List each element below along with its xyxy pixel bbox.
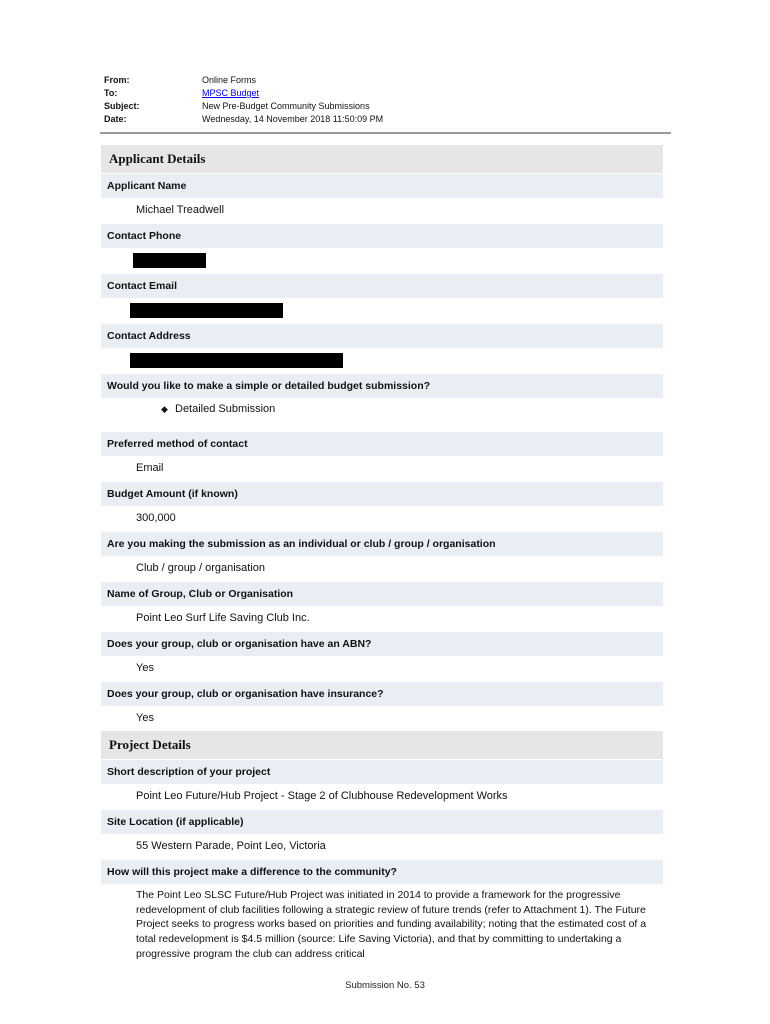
answer-submission-type: [101, 398, 663, 431]
subject-label: Subject:: [104, 101, 140, 111]
answer-contact-address: [101, 348, 663, 373]
question-abn: Does your group, club or organisation have an ABN?: [101, 631, 663, 656]
answer-abn: Yes: [101, 656, 663, 681]
page-footer: Submission No. 53: [345, 980, 425, 991]
from-row: [104, 74, 383, 87]
answer-individual-or-group: Club / group / organisation: [101, 556, 663, 581]
date-row: [104, 113, 383, 126]
question-applicant-name: Applicant Name: [101, 173, 663, 198]
submission-form: [101, 145, 663, 964]
answer-applicant-name: Michael Treadwell: [101, 198, 663, 223]
question-contact-phone: Contact Phone: [101, 223, 663, 248]
answer-budget-amount: 300,000: [101, 506, 663, 531]
answer-contact-email: [101, 298, 663, 323]
to-link[interactable]: MPSC Budget: [202, 88, 260, 98]
section-applicant-details: Applicant Details: [101, 145, 663, 173]
question-budget-amount: Budget Amount (if known): [101, 481, 663, 506]
submission-type-value: Detailed Submission: [175, 403, 276, 415]
from-value: Online Forms: [202, 75, 257, 85]
section-project-details: Project Details: [101, 731, 663, 759]
email-header: [104, 74, 383, 126]
header-divider: [100, 132, 671, 134]
answer-contact-method: Email: [101, 456, 663, 481]
subject-value: New Pre-Budget Community Submissions: [202, 101, 370, 111]
bullet-icon: ◆: [161, 404, 168, 414]
subject-row: [104, 100, 383, 113]
question-project-description: Short description of your project: [101, 759, 663, 784]
question-group-name: Name of Group, Club or Organisation: [101, 581, 663, 606]
date-label: Date:: [104, 114, 127, 124]
question-community-difference: How will this project make a difference to the community?: [101, 859, 663, 884]
question-contact-method: Preferred method of contact: [101, 431, 663, 456]
to-row: [104, 87, 383, 100]
redacted-phone: [133, 253, 206, 268]
answer-project-description: Point Leo Future/Hub Project - Stage 2 of Clubhouse Redevelopment Works: [101, 784, 663, 809]
question-insurance: Does your group, club or organisation have insurance?: [101, 681, 663, 706]
redacted-email: [130, 303, 283, 318]
answer-insurance: Yes: [101, 706, 663, 731]
question-individual-or-group: Are you making the submission as an individual or club / group / organisation: [101, 531, 663, 556]
from-label: From:: [104, 75, 130, 85]
answer-site-location: 55 Western Parade, Point Leo, Victoria: [101, 834, 663, 859]
date-value: Wednesday, 14 November 2018 11:50:09 PM: [202, 114, 384, 124]
to-label: To:: [104, 88, 118, 98]
question-contact-email: Contact Email: [101, 273, 663, 298]
answer-community-difference: The Point Leo SLSC Future/Hub Project was initiated in 2014 to provide a framework for the progressive redevelopment of club facilities following a strategic review of future trends (refer to Attachment 1). The Future Project seeks to progress works based on priorities and funding availability; noting that the estimated cost of a total redevelopment is $4.5 million (source: Life Saving Victoria), and that by committing to undertaking a progressive program the club can address critical: [136, 889, 647, 960]
question-site-location: Site Location (if applicable): [101, 809, 663, 834]
question-contact-address: Contact Address: [101, 323, 663, 348]
redacted-address: [130, 353, 343, 368]
answer-group-name: Point Leo Surf Life Saving Club Inc.: [101, 606, 663, 631]
question-submission-type: Would you like to make a simple or detailed budget submission?: [101, 373, 663, 398]
answer-contact-phone: [101, 248, 663, 273]
